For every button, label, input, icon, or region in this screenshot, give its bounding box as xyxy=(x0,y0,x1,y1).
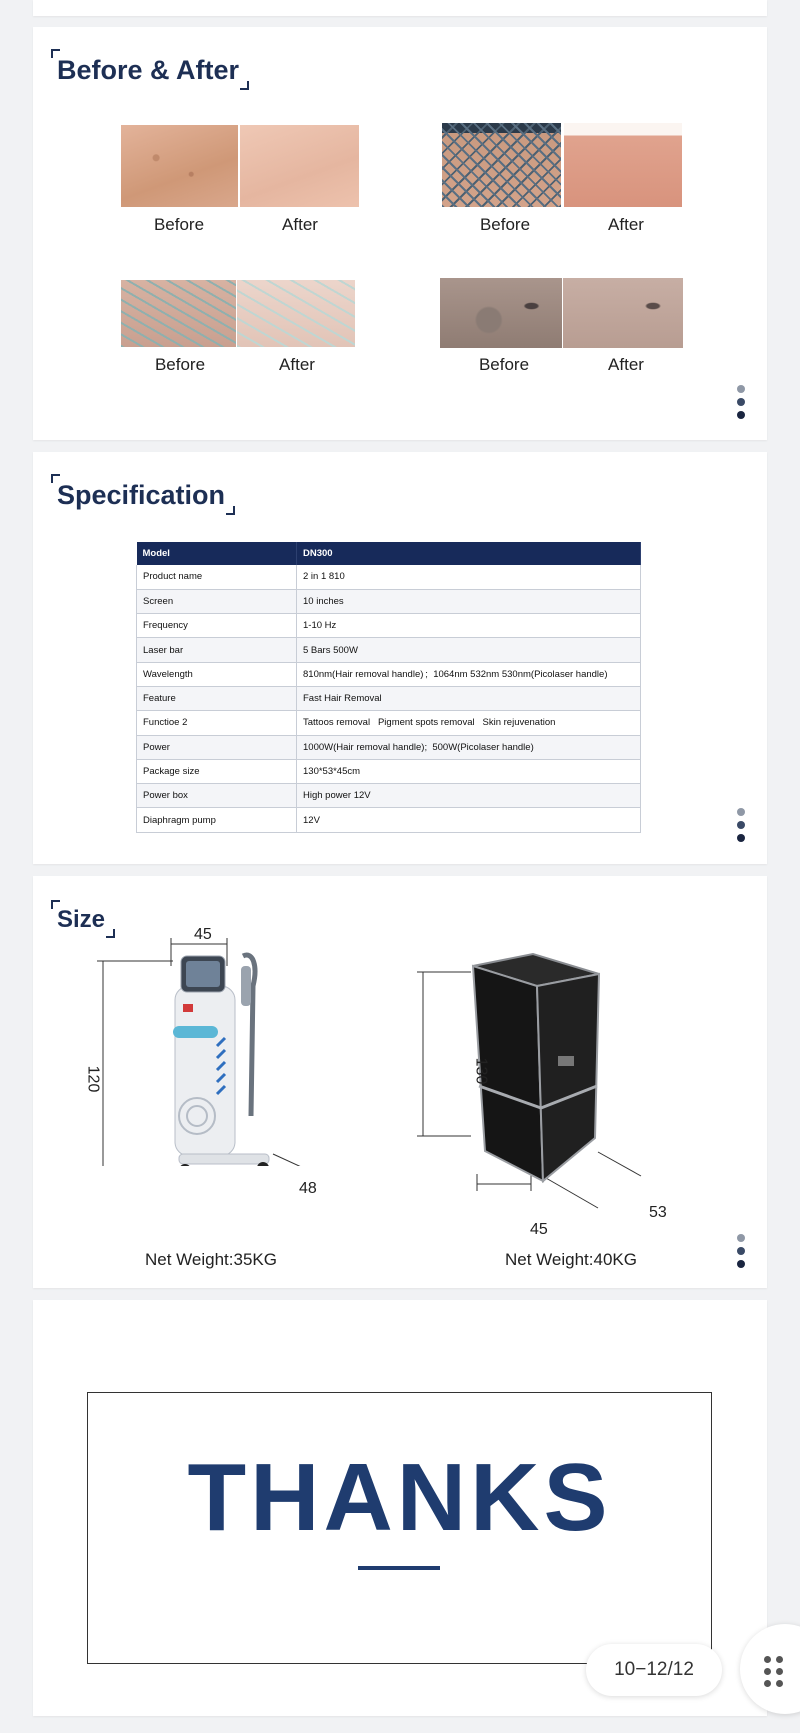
table-row xyxy=(137,662,641,686)
table-row xyxy=(137,808,641,832)
spec-value: Tattoos removal Pigment spots removal Skin rejuvenation xyxy=(297,711,641,735)
page-menu-icon[interactable] xyxy=(737,808,745,847)
spec-value: 10 inches xyxy=(297,589,641,613)
section-title: Specification xyxy=(57,480,225,511)
table-row xyxy=(137,589,641,613)
spec-key: Feature xyxy=(137,686,297,710)
after-label: After xyxy=(608,215,644,234)
size-page xyxy=(33,876,767,1288)
table-row xyxy=(137,711,641,735)
table-header-row xyxy=(137,542,641,565)
spec-key: Product name xyxy=(137,565,297,589)
table-row xyxy=(137,735,641,759)
spec-key: Power xyxy=(137,735,297,759)
section-title: Size xyxy=(57,906,105,934)
specification-page xyxy=(33,452,767,864)
machine-net-weight: Net Weight:35KG xyxy=(145,1250,277,1269)
table-row xyxy=(137,638,641,662)
table-row xyxy=(137,759,641,783)
table-row xyxy=(137,686,641,710)
spec-key: Functioe 2 xyxy=(137,711,297,735)
page-indicator[interactable]: 10−12/12 xyxy=(586,1644,722,1696)
case-height-label: 130 xyxy=(472,1057,490,1085)
spec-value: 12V xyxy=(297,808,641,832)
table-header-cell: DN300 xyxy=(297,542,641,565)
after-photo-chest-tattoo xyxy=(237,280,355,347)
table-row xyxy=(137,565,641,589)
spec-value: 5 Bars 500W xyxy=(297,638,641,662)
spec-key: Package size xyxy=(137,759,297,783)
before-label: Before xyxy=(478,355,530,374)
spec-key: Laser bar xyxy=(137,638,297,662)
spec-key: Power box xyxy=(137,784,297,808)
table-row xyxy=(137,614,641,638)
spec-value: 130*53*45cm xyxy=(297,759,641,783)
after-photo-pigment xyxy=(240,125,359,207)
spec-value: 2 in 1 810 xyxy=(297,565,641,589)
case-depth-label: 53 xyxy=(649,1204,667,1221)
case-width-label: 45 xyxy=(530,1221,548,1238)
thanks-frame xyxy=(87,1392,712,1664)
section-title: Before & After xyxy=(57,55,239,86)
machine-depth-label: 48 xyxy=(299,1180,317,1197)
spec-value: 810nm(Hair removal handle) ; 1064nm 532nm 530nm(Picolaser handle) xyxy=(297,662,641,686)
before-photo-chest-tattoo xyxy=(121,280,236,347)
spec-value: 1-10 Hz xyxy=(297,614,641,638)
spec-value: 1000W(Hair removal handle); 500W(Picolaser handle) xyxy=(297,735,641,759)
before-photo-pigment xyxy=(121,125,238,207)
page-menu-icon[interactable] xyxy=(737,1234,745,1273)
spec-value: High power 12V xyxy=(297,784,641,808)
before-label: Before xyxy=(479,215,531,234)
before-label: Before xyxy=(154,355,206,374)
table-header-cell: Model xyxy=(137,542,297,565)
thanks-heading: THANKS xyxy=(187,1444,612,1551)
case-dimension-diagram xyxy=(413,946,673,1226)
spec-key: Screen xyxy=(137,589,297,613)
before-photo-face xyxy=(440,278,562,348)
after-photo-face xyxy=(563,278,683,348)
after-label: After xyxy=(608,355,644,374)
after-label: After xyxy=(279,355,315,374)
spec-key: Diaphragm pump xyxy=(137,808,297,832)
after-label: After xyxy=(282,215,318,234)
spec-value: Fast Hair Removal xyxy=(297,686,641,710)
spec-key: Wavelength xyxy=(137,662,297,686)
specification-table xyxy=(136,542,641,833)
after-photo-back-tattoo xyxy=(564,123,682,207)
machine-height-label: 120 xyxy=(84,1065,102,1093)
thanks-underline xyxy=(358,1566,440,1570)
machine-width-label: 45 xyxy=(194,926,212,943)
spec-key: Frequency xyxy=(137,614,297,638)
before-photo-back-tattoo xyxy=(442,123,561,207)
previous-page-card xyxy=(33,0,767,16)
case-net-weight: Net Weight:40KG xyxy=(505,1250,637,1269)
before-label: Before xyxy=(153,215,205,234)
before-after-page xyxy=(33,27,767,440)
table-row xyxy=(137,784,641,808)
page-menu-icon[interactable] xyxy=(737,385,745,424)
machine-dimension-diagram xyxy=(93,926,393,1166)
